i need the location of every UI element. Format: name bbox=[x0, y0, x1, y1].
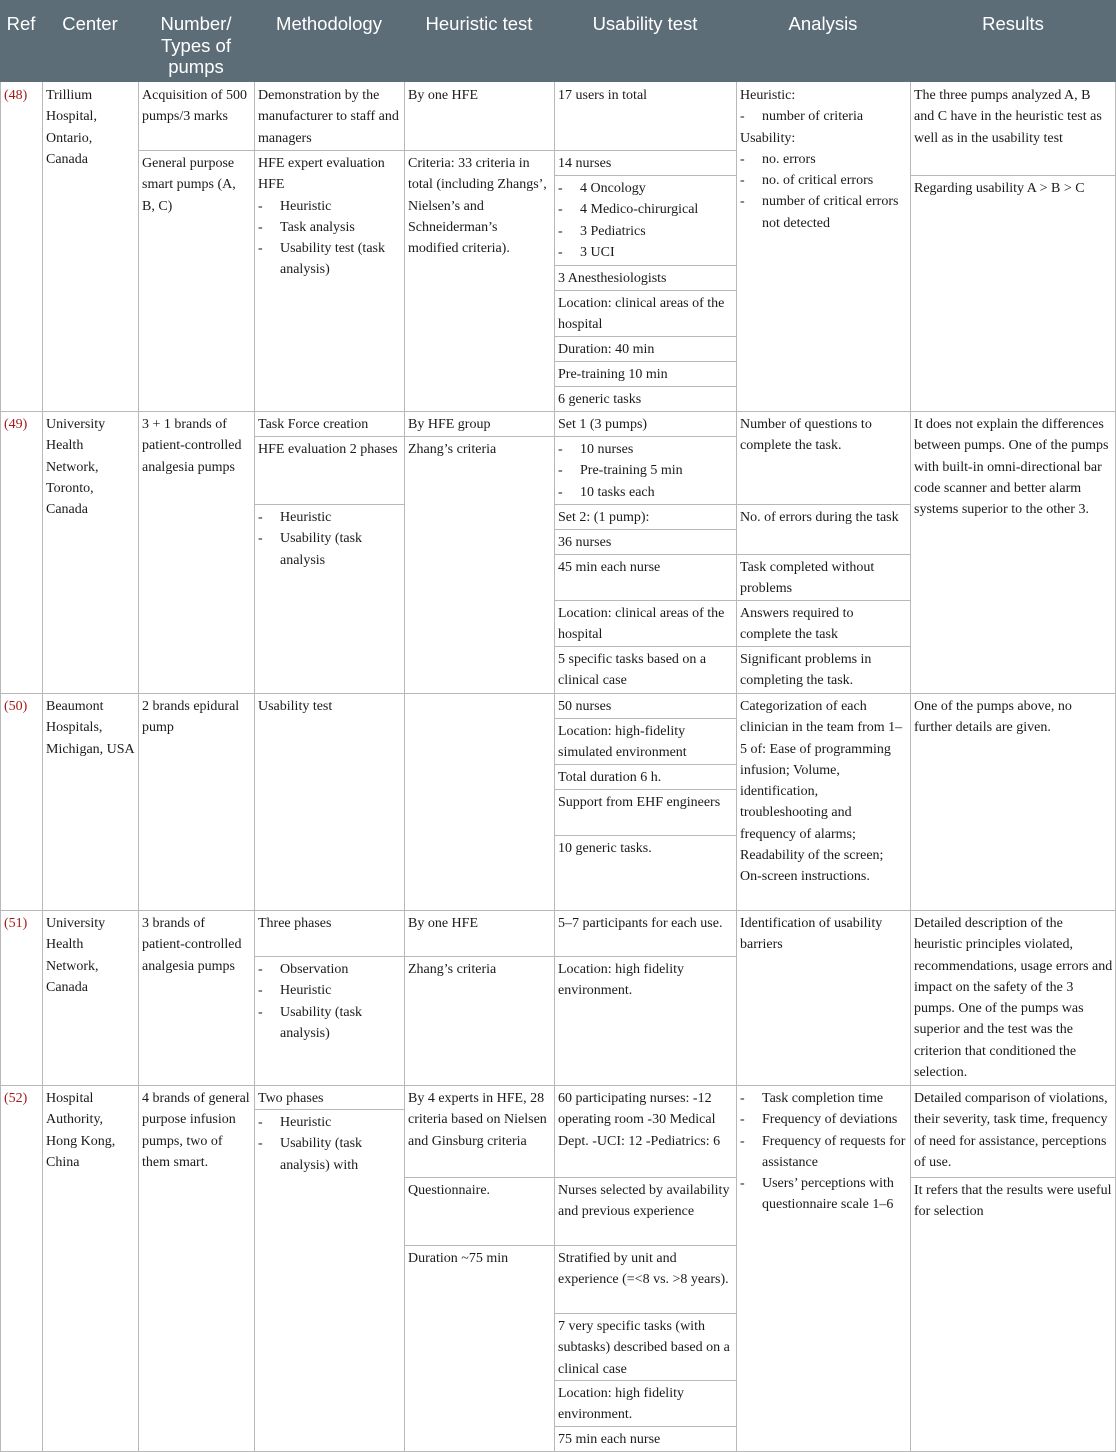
results-cell: One of the pumps above, no further details are given. bbox=[914, 699, 1072, 736]
list-item: - number of criteria bbox=[740, 106, 907, 127]
ref-link-48[interactable]: (48) bbox=[4, 88, 28, 103]
bullet-dash: - bbox=[558, 484, 563, 500]
ref-link-50[interactable]: (50) bbox=[4, 699, 28, 714]
grid-line bbox=[404, 1245, 736, 1246]
pumps-cell: 3 brands of patient-controlled analgesia pumps bbox=[142, 916, 242, 974]
methodology-cell bbox=[254, 505, 404, 571]
grid-line bbox=[554, 504, 910, 505]
bullet-dash: - bbox=[558, 244, 563, 260]
usability-cell: 50 nurses bbox=[558, 699, 612, 714]
center-cell: Beaumont Hospitals, Michigan, USA bbox=[46, 699, 135, 757]
grid-line bbox=[910, 82, 911, 1452]
grid-line bbox=[254, 956, 736, 957]
header-pumps: Number/ Types of pumps bbox=[138, 0, 254, 82]
analysis-cell: Number of questions to complete the task. bbox=[740, 417, 872, 454]
grid-line bbox=[42, 82, 43, 1452]
bullet-dash: - bbox=[740, 194, 745, 210]
list-item: - Task completion time bbox=[740, 1088, 907, 1109]
grid-line bbox=[0, 1085, 1116, 1086]
bullet-dash: - bbox=[740, 173, 745, 189]
usability-cell: Support from EHF engineers bbox=[558, 795, 721, 810]
usability-cell: Location: clinical areas of the hospital bbox=[558, 606, 725, 643]
grid-line bbox=[0, 411, 1116, 412]
bullet-dash: - bbox=[258, 1004, 263, 1020]
list-item: - Heuristic bbox=[258, 507, 401, 528]
grid-line bbox=[554, 554, 910, 555]
pumps-cell: 2 brands epidural pump bbox=[142, 699, 240, 736]
header-ref: Ref bbox=[0, 0, 42, 82]
ref-link-49[interactable]: (49) bbox=[4, 417, 28, 432]
analysis-cell bbox=[736, 1086, 910, 1216]
bullet-dash: - bbox=[740, 109, 745, 125]
usability-cell: 36 nurses bbox=[558, 535, 612, 550]
usability-cell: Set 2: (1 pump): bbox=[558, 510, 650, 525]
bullet-dash: - bbox=[740, 1112, 745, 1128]
list-item: - 3 Pediatrics bbox=[558, 221, 733, 242]
methodology-cell bbox=[254, 151, 404, 281]
heuristic-cell: By one HFE bbox=[408, 916, 478, 931]
analysis-cell: Heuristic: - number of criteria Usability: - no. errors - no. of critical errors - number of critical errors not detected bbox=[736, 83, 910, 234]
methodology-cell bbox=[254, 957, 404, 1044]
list-item: - Pre-training 5 min bbox=[558, 460, 733, 481]
list-item: - Frequency of deviations bbox=[740, 1109, 907, 1130]
results-cell: It refers that the results were useful for selection bbox=[914, 1183, 1112, 1220]
bullet-dash: - bbox=[558, 223, 563, 239]
grid-line bbox=[554, 386, 736, 387]
usability-cell: 5–7 participants for each use. bbox=[558, 916, 723, 931]
list-item: - Task analysis bbox=[258, 217, 401, 238]
usability-cell: Stratified by unit and experience (=<8 vs. >8 years). bbox=[558, 1251, 729, 1288]
grid-line bbox=[554, 175, 736, 176]
bullet-dash: - bbox=[558, 202, 563, 218]
grid-line bbox=[0, 82, 1, 1452]
bullet-dash: - bbox=[558, 181, 563, 196]
usability-cell: 14 nurses bbox=[558, 156, 612, 171]
usability-cell: 45 min each nurse bbox=[558, 560, 661, 575]
list-item: - Users’ perceptions with questionnaire scale 1–6 bbox=[740, 1173, 907, 1216]
center-cell: University Health Network, Toronto, Canada bbox=[46, 417, 106, 518]
grid-line bbox=[554, 1380, 736, 1381]
heuristic-cell: Zhang’s criteria bbox=[408, 442, 497, 457]
bullet-dash: - bbox=[740, 1091, 745, 1106]
bullet-dash: - bbox=[740, 151, 745, 167]
grid-line bbox=[0, 910, 1116, 911]
usability-cell bbox=[554, 176, 736, 263]
usability-cell: Total duration 6 h. bbox=[558, 770, 662, 785]
results-cell: The three pumps analyzed A, B and C have in the heuristic test as well as in the usability test bbox=[914, 88, 1102, 146]
results-cell: Detailed description of the heuristic principles violated, recommendations, usage errors and impact on the safety of the 3 pumps. One of the pumps was superior and the test was the criterion that conditioned the selection. bbox=[914, 916, 1113, 1081]
bullet-dash: - bbox=[740, 1133, 745, 1149]
heuristic-cell: By HFE group bbox=[408, 417, 491, 432]
results-cell: It does not explain the differences between pumps. One of the pumps with built-in omni-directional bar code scanner and better alarm systems superior to the other 3. bbox=[914, 417, 1109, 518]
list-item: - 10 tasks each bbox=[558, 482, 733, 503]
results-cell: Regarding usability A > B > C bbox=[914, 181, 1085, 196]
usability-cell: 10 generic tasks. bbox=[558, 841, 652, 856]
heuristic-cell: Zhang’s criteria bbox=[408, 962, 497, 977]
list-item: - Heuristic bbox=[258, 1112, 401, 1133]
grid-line bbox=[254, 82, 255, 1452]
bullet-dash: - bbox=[258, 219, 263, 235]
grid-line bbox=[254, 1109, 404, 1110]
analysis-cell: Significant problems in completing the task. bbox=[740, 652, 872, 689]
usability-cell: Location: high-fidelity simulated environment bbox=[558, 724, 687, 761]
pumps-cell: 4 brands of general purpose infusion pumps, two of them smart. bbox=[142, 1091, 250, 1170]
grid-line bbox=[138, 82, 139, 1452]
list-item: - 4 Oncology bbox=[558, 178, 733, 199]
bullet-dash: - bbox=[258, 531, 263, 547]
header-methodology: Methodology bbox=[254, 0, 404, 82]
pumps-cell: General purpose smart pumps (A, B, C) bbox=[142, 156, 236, 214]
usability-cell: Pre-training 10 min bbox=[558, 367, 668, 382]
list-item: - Usability (task analysis bbox=[258, 528, 401, 571]
usability-cell: 3 Anesthesiologists bbox=[558, 271, 667, 286]
analysis-cell: Identification of usability barriers bbox=[740, 916, 883, 953]
header-usability-test: Usability test bbox=[554, 0, 736, 82]
list-item: - Usability (task analysis) bbox=[258, 1002, 401, 1045]
results-cell: Detailed comparison of violations, their severity, task time, frequency of need for assistance, perceptions of use. bbox=[914, 1091, 1108, 1170]
bullet-dash: - bbox=[258, 983, 263, 999]
center-cell: University Health Network, Canada bbox=[46, 916, 106, 995]
grid-line bbox=[554, 82, 555, 1452]
methodology-cell: Task Force creation bbox=[258, 417, 369, 432]
list-item: - 4 Medico-chirurgical bbox=[558, 199, 733, 220]
list-item: - Heuristic bbox=[258, 980, 401, 1001]
heuristic-cell: Questionnaire. bbox=[408, 1183, 491, 1198]
pumps-cell: 3 + 1 brands of patient-controlled analgesia pumps bbox=[142, 417, 242, 475]
grid-line bbox=[554, 290, 736, 291]
heuristic-cell: By 4 experts in HFE, 28 criteria based on Nielsen and Ginsburg criteria bbox=[408, 1091, 547, 1149]
methodology-cell: Usability test bbox=[258, 699, 333, 714]
grid-line bbox=[554, 361, 736, 362]
header-analysis: Analysis bbox=[736, 0, 910, 82]
heuristic-cell: By one HFE bbox=[408, 88, 478, 103]
list-item: - no. of critical errors bbox=[740, 170, 907, 191]
usability-cell: Location: clinical areas of the hospital bbox=[558, 296, 725, 333]
list-item: - Frequency of requests for assistance bbox=[740, 1131, 907, 1174]
grid-line bbox=[554, 600, 910, 601]
list-item: - 3 UCI bbox=[558, 242, 733, 263]
grid-line bbox=[254, 436, 736, 437]
grid-line bbox=[138, 150, 736, 151]
grid-line bbox=[554, 265, 736, 266]
bullet-dash: - bbox=[740, 1176, 745, 1192]
pumps-cell: Acquisition of 500 pumps/3 marks bbox=[142, 88, 247, 125]
usability-cell: 17 users in total bbox=[558, 88, 648, 103]
methodology-cell: HFE evaluation 2 phases bbox=[258, 442, 398, 457]
center-cell: Trillium Hospital, Ontario, Canada bbox=[46, 88, 97, 167]
usability-cell: Set 1 (3 pumps) bbox=[558, 417, 648, 432]
grid-line bbox=[554, 646, 910, 647]
grid-line bbox=[736, 82, 737, 1452]
usability-cell: Duration: 40 min bbox=[558, 342, 655, 357]
list-item: - no. errors bbox=[740, 149, 907, 170]
analysis-cell: No. of errors during the task bbox=[740, 510, 899, 525]
grid-line bbox=[404, 1177, 736, 1178]
bullet-dash: - bbox=[258, 510, 263, 525]
usability-cell: 7 very specific tasks (with subtasks) described based on a clinical case bbox=[558, 1319, 730, 1377]
grid-line bbox=[554, 1313, 736, 1314]
bullet-dash: - bbox=[558, 463, 563, 479]
grid-line bbox=[554, 529, 736, 530]
list-item: - Heuristic bbox=[258, 196, 401, 217]
bullet-dash: - bbox=[558, 442, 563, 457]
bullet-dash: - bbox=[258, 1136, 263, 1152]
heuristic-cell: Criteria: 33 criteria in total (including Zhangs’, Nielsen’s and Schneiderman’s modified criteria). bbox=[408, 156, 547, 257]
usability-cell: 75 min each nurse bbox=[558, 1432, 661, 1447]
ref-link-52[interactable]: (52) bbox=[4, 1091, 28, 1106]
bullet-dash: - bbox=[258, 198, 263, 214]
grid-line bbox=[404, 82, 405, 1452]
center-cell: Hospital Authority, Hong Kong, China bbox=[46, 1091, 116, 1170]
usability-cell: Location: high fidelity environment. bbox=[558, 962, 684, 999]
analysis-cell: Categorization of each clinician in the team from 1–5 of: Ease of programming infusion; Volume, identification, troubleshooting and frequency of alarms; Readability of the screen; On-screen instructions. bbox=[740, 699, 903, 885]
list-item: - Observation bbox=[258, 959, 401, 980]
grid-line bbox=[554, 835, 736, 836]
grid-line bbox=[554, 789, 736, 790]
bullet-dash: - bbox=[258, 241, 263, 257]
usability-cell: 5 specific tasks based on a clinical case bbox=[558, 652, 707, 689]
methodology-cell: Three phases bbox=[258, 916, 332, 931]
methodology-cell: Demonstration by the manufacturer to staff and managers bbox=[258, 88, 399, 146]
usability-cell: Nurses selected by availability and previous experience bbox=[558, 1183, 730, 1220]
header-center: Center bbox=[42, 0, 138, 82]
list-item: - number of critical errors not detected bbox=[740, 191, 907, 234]
grid-line bbox=[554, 718, 736, 719]
usability-cell bbox=[554, 437, 736, 503]
list-item: - Usability (task analysis) with bbox=[258, 1133, 401, 1176]
analysis-cell: Answers required to complete the task bbox=[740, 606, 854, 643]
methodology-cell: Two phases bbox=[258, 1091, 324, 1106]
methodology-title: HFE expert evaluation HFE bbox=[258, 156, 385, 193]
grid-line bbox=[0, 693, 1116, 694]
bullet-dash: - bbox=[258, 962, 263, 977]
methodology-cell bbox=[254, 1110, 404, 1176]
grid-line bbox=[254, 504, 404, 505]
grid-line bbox=[554, 1426, 736, 1427]
grid-line bbox=[554, 764, 736, 765]
list-item: - 10 nurses bbox=[558, 439, 733, 460]
header-heuristic-test: Heuristic test bbox=[404, 0, 554, 82]
header-results: Results bbox=[910, 0, 1116, 82]
ref-link-51[interactable]: (51) bbox=[4, 916, 28, 931]
usability-cell: Location: high fidelity environment. bbox=[558, 1386, 684, 1423]
usability-cell: 60 participating nurses: -12 operating room -30 Medical Dept. -UCI: 12 -Pediatrics: 6 bbox=[558, 1091, 721, 1149]
bullet-dash: - bbox=[258, 1115, 263, 1130]
usability-cell: 6 generic tasks bbox=[558, 392, 642, 407]
grid-line bbox=[910, 1177, 1116, 1178]
grid-line bbox=[910, 175, 1116, 176]
list-item: - Usability test (task analysis) bbox=[258, 238, 401, 281]
grid-line bbox=[554, 336, 736, 337]
analysis-cell: Task completed without problems bbox=[740, 560, 875, 597]
heuristic-cell: Duration ~75 min bbox=[408, 1251, 509, 1266]
